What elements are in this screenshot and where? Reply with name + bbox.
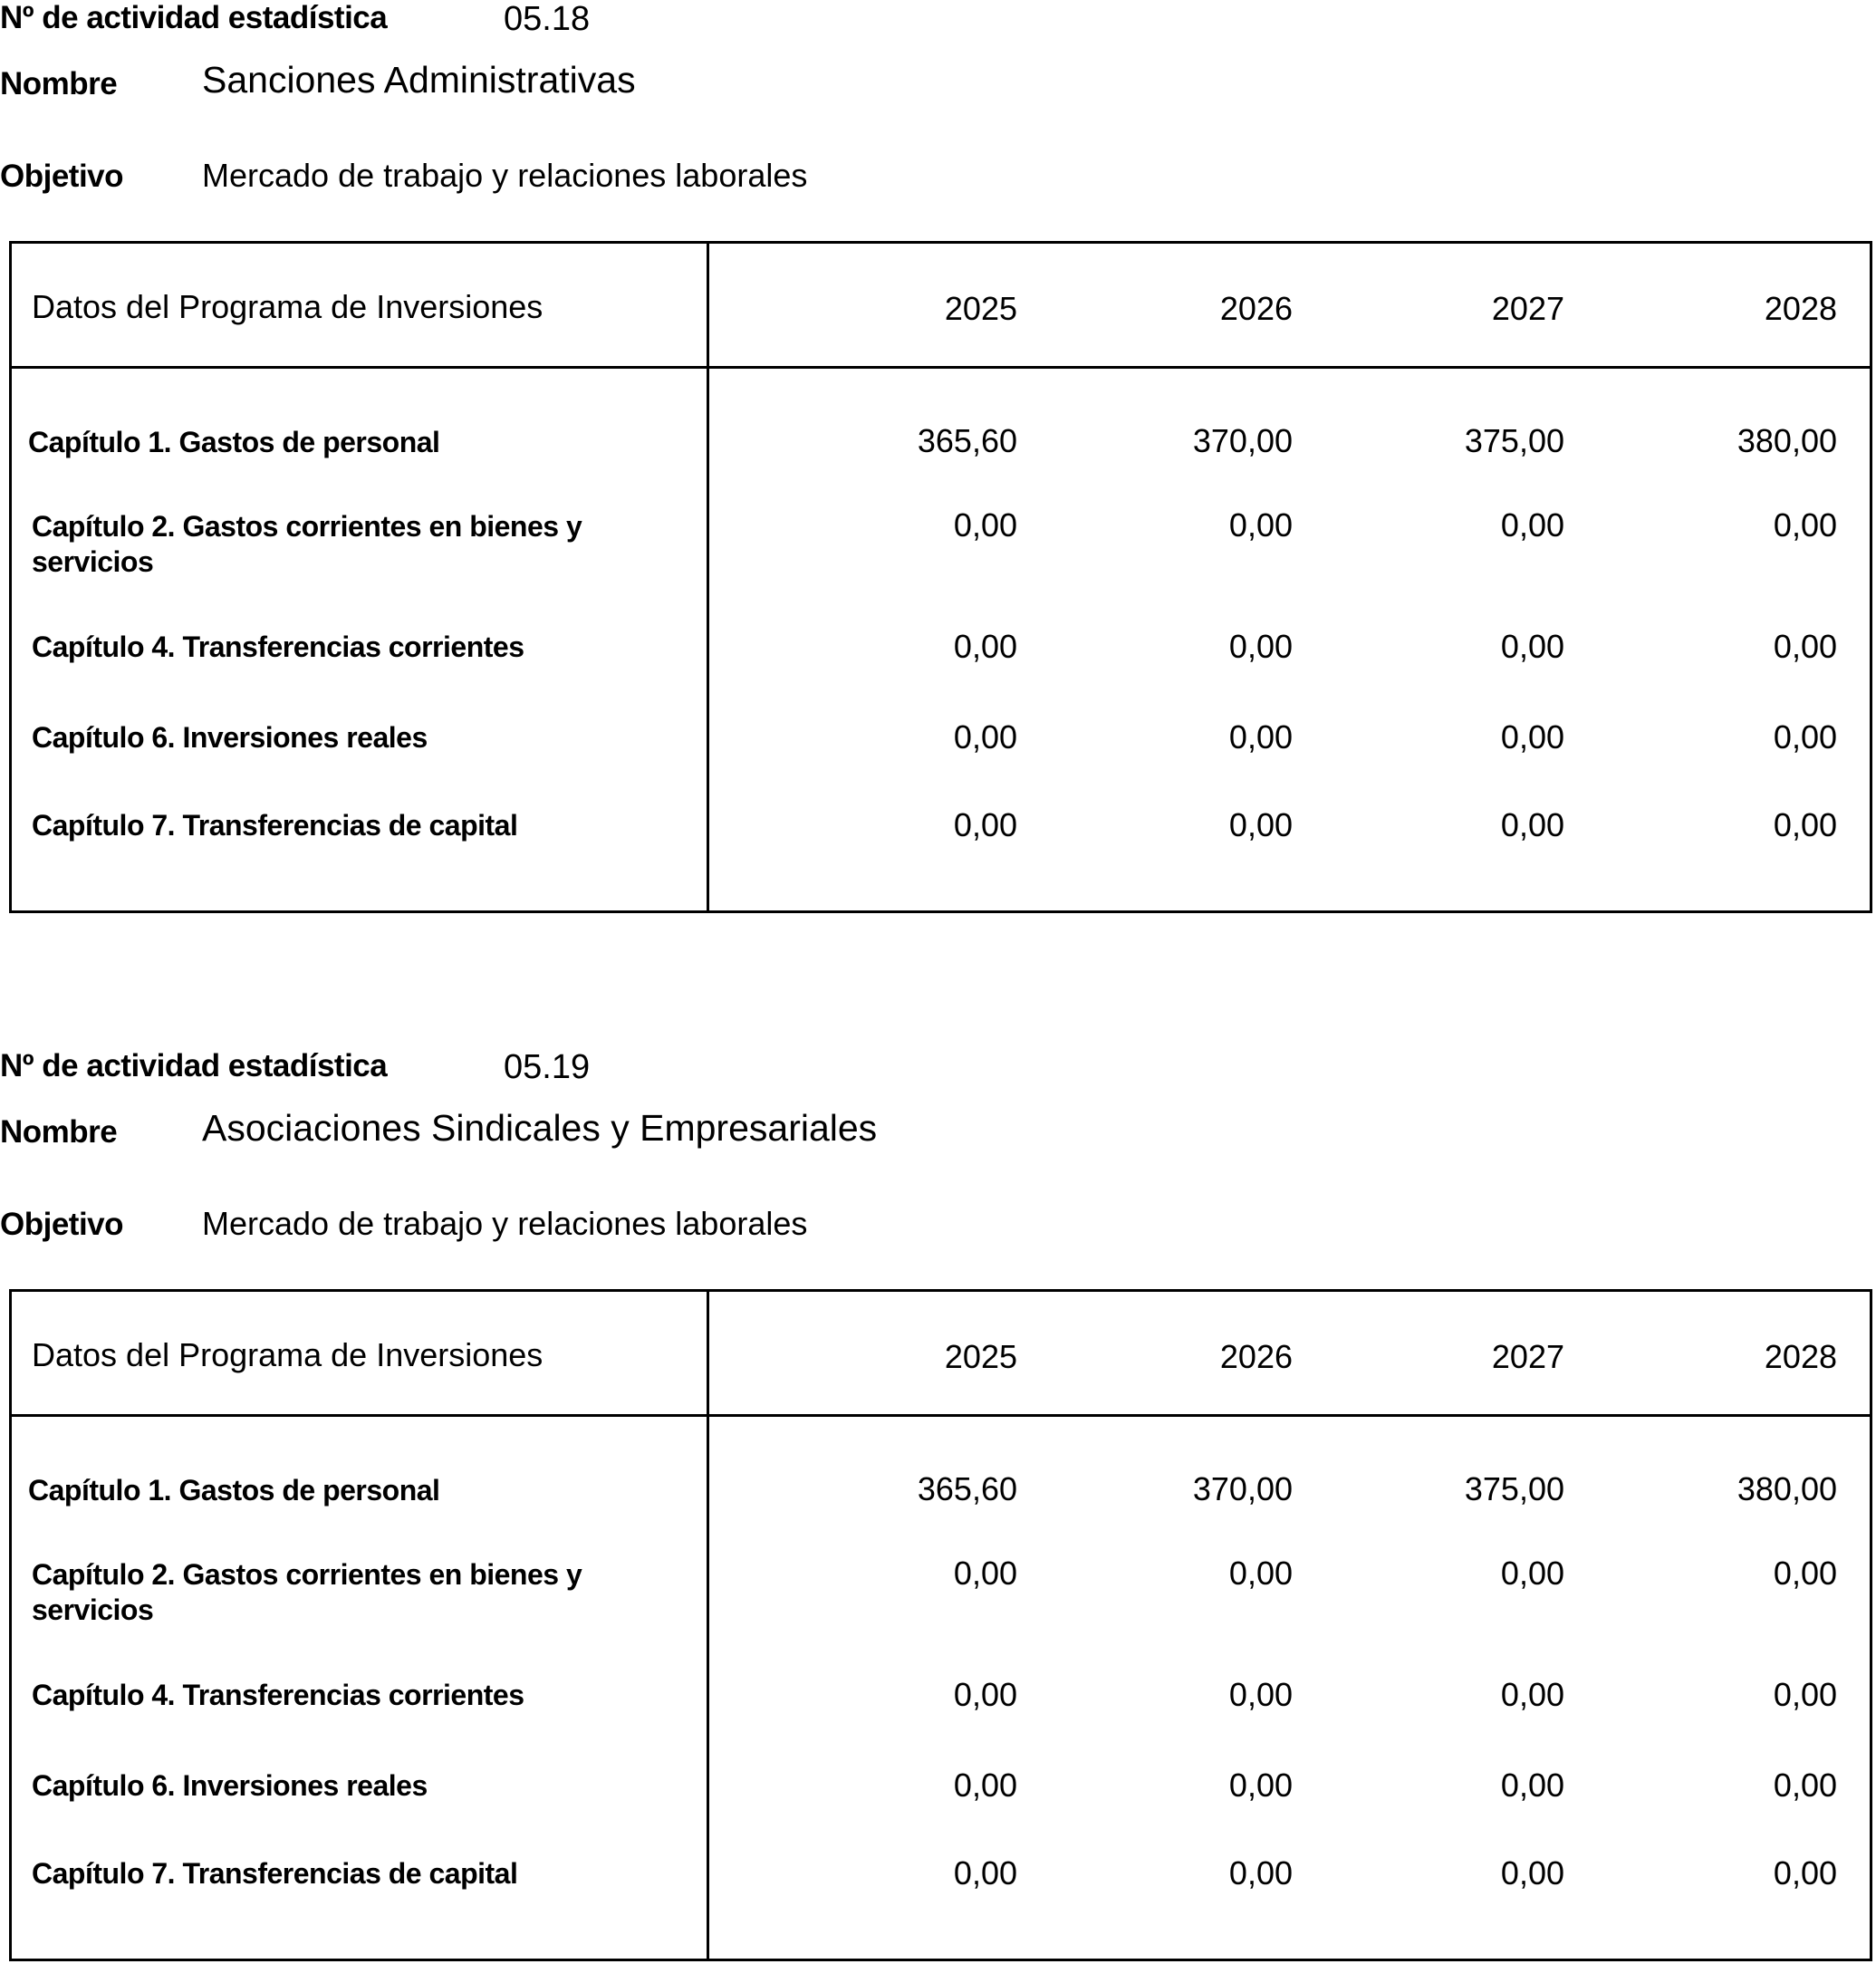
name-label: Nombre [0, 66, 118, 101]
header-divider [12, 366, 1870, 369]
table-cell: 0,00 [1500, 806, 1564, 843]
header-divider [12, 1414, 1870, 1417]
table-cell: 0,00 [1773, 1676, 1837, 1713]
table-row-label: Capítulo 1. Gastos de personal [28, 1474, 440, 1507]
table-cell: 365,60 [917, 422, 1017, 459]
objective-value: Mercado de trabajo y relaciones laborales [202, 1205, 808, 1242]
name-value: Sanciones Administrativas [202, 59, 636, 101]
table-cell: 0,00 [1500, 506, 1564, 544]
year-header: 2026 [1219, 1338, 1293, 1375]
table-row-label: Capítulo 4. Transferencias corrientes [32, 631, 524, 663]
table-row-label: Capítulo 6. Inversiones reales [32, 721, 428, 754]
year-header: 2028 [1764, 290, 1837, 327]
name-label: Nombre [0, 1114, 118, 1150]
table-cell: 375,00 [1464, 422, 1564, 459]
activity-number-label: Nº de actividad estadística [0, 0, 388, 35]
table-cell: 0,00 [1500, 1854, 1564, 1892]
table-cell: 0,00 [1228, 1555, 1293, 1592]
table-cell: 0,00 [1500, 628, 1564, 665]
table-cell: 0,00 [1228, 1767, 1293, 1804]
table-header-label: Datos del Programa de Inversiones [32, 288, 544, 325]
table-cell: 0,00 [1228, 1676, 1293, 1713]
table-row-label: Capítulo 7. Transferencias de capital [32, 1857, 518, 1890]
table-row-label: Capítulo 6. Inversiones reales [32, 1769, 428, 1802]
table-cell: 0,00 [1773, 718, 1837, 756]
investment-table [9, 241, 1872, 913]
table-row-label: Capítulo 2. Gastos corrientes en bienes y servicios [32, 510, 582, 578]
investment-table [9, 1289, 1872, 1961]
table-header-label: Datos del Programa de Inversiones [32, 1336, 544, 1373]
table-cell: 380,00 [1737, 422, 1837, 459]
activity-number-value: 05.18 [504, 0, 591, 38]
table-row-label: Capítulo 1. Gastos de personal [28, 426, 440, 458]
table-cell: 0,00 [953, 718, 1017, 756]
table-row-label: Capítulo 4. Transferencias corrientes [32, 1679, 524, 1711]
table-cell: 0,00 [1228, 718, 1293, 756]
table-cell: 0,00 [1500, 1676, 1564, 1713]
table-cell: 0,00 [1773, 1555, 1837, 1592]
objective-label: Objetivo [0, 1207, 124, 1242]
table-cell: 370,00 [1192, 422, 1293, 459]
year-header: 2027 [1491, 1338, 1564, 1375]
table-cell: 0,00 [1773, 806, 1837, 843]
table-cell: 365,60 [917, 1470, 1017, 1507]
name-value: Asociaciones Sindicales y Empresariales [202, 1107, 878, 1149]
year-header: 2025 [944, 290, 1017, 327]
table-cell: 0,00 [953, 506, 1017, 544]
objective-label: Objetivo [0, 159, 124, 194]
table-cell: 0,00 [953, 1676, 1017, 1713]
table-cell: 0,00 [953, 628, 1017, 665]
year-header: 2025 [944, 1338, 1017, 1375]
table-cell: 380,00 [1737, 1470, 1837, 1507]
table-cell: 0,00 [953, 1767, 1017, 1804]
year-header: 2027 [1491, 290, 1564, 327]
table-cell: 0,00 [1773, 506, 1837, 544]
table-cell: 0,00 [1228, 506, 1293, 544]
table-cell: 0,00 [1773, 1767, 1837, 1804]
table-cell: 370,00 [1192, 1470, 1293, 1507]
column-divider [707, 244, 709, 910]
table-row-label: Capítulo 2. Gastos corrientes en bienes y servicios [32, 1558, 582, 1626]
table-row-label: Capítulo 7. Transferencias de capital [32, 809, 518, 842]
table-cell: 0,00 [1500, 1767, 1564, 1804]
table-cell: 0,00 [1228, 1854, 1293, 1892]
table-cell: 375,00 [1464, 1470, 1564, 1507]
activity-number-value: 05.19 [504, 1048, 591, 1086]
table-cell: 0,00 [1500, 718, 1564, 756]
year-header: 2026 [1219, 290, 1293, 327]
activity-number-label: Nº de actividad estadística [0, 1048, 388, 1083]
table-cell: 0,00 [953, 1854, 1017, 1892]
year-header: 2028 [1764, 1338, 1837, 1375]
table-cell: 0,00 [953, 806, 1017, 843]
table-cell: 0,00 [1228, 806, 1293, 843]
table-cell: 0,00 [1228, 628, 1293, 665]
column-divider [707, 1292, 709, 1959]
objective-value: Mercado de trabajo y relaciones laborales [202, 157, 808, 194]
table-cell: 0,00 [1773, 1854, 1837, 1892]
table-cell: 0,00 [953, 1555, 1017, 1592]
table-cell: 0,00 [1500, 1555, 1564, 1592]
table-cell: 0,00 [1773, 628, 1837, 665]
